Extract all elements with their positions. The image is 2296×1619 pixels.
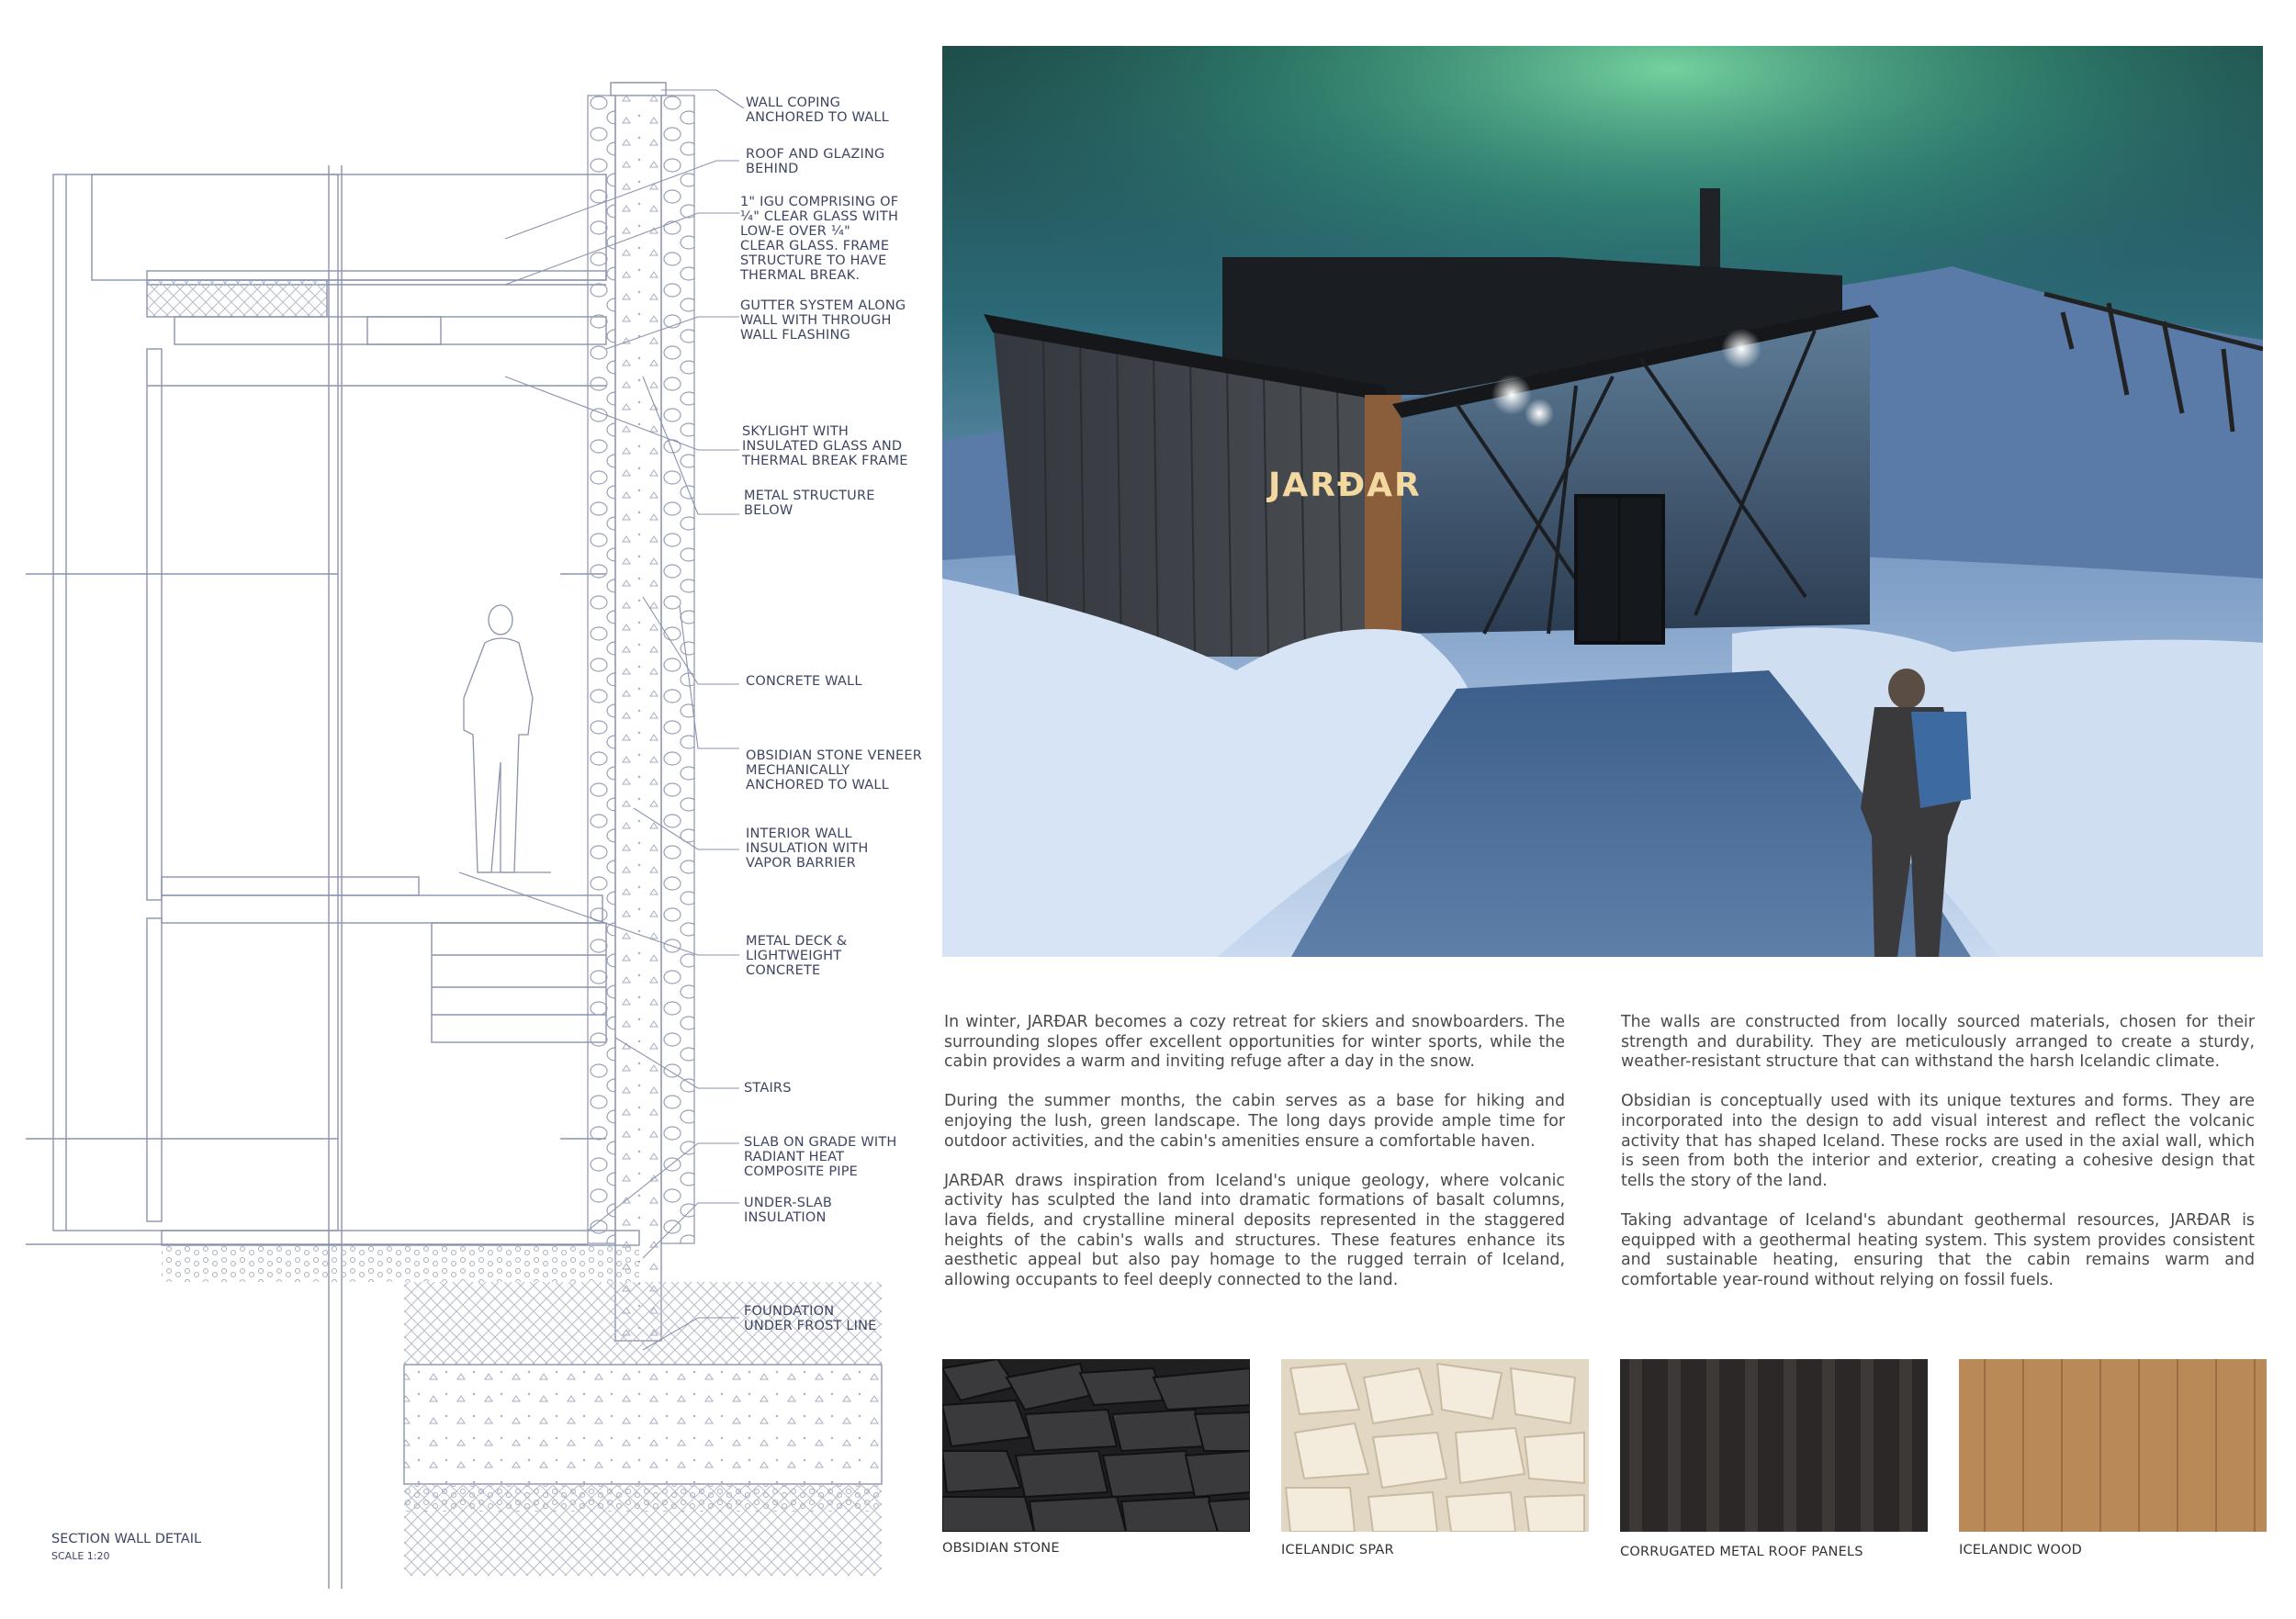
paragraph-geology: JARÐAR draws inspiration from Iceland's unique geology, where volcanic activity has sculpted the land into dramatic formations of basalt columns, lava fields, and crystalline mineral deposits represented in the staggered heights of the cabin's walls and structures. These features enhance its aesthetic appeal but also pay homage to the rugged terrain of Iceland, allowing occupants to feel deeply connected to the land. [944, 1171, 1565, 1289]
paragraph-obsidian: Obsidian is conceptually used with its unique textures and forms. They are incorporated into the design to add visual interest and reflect the volcanic activity that has shaped Iceland. These rocks are used in the axial wall, which is seen from both the interior and exterior, creating a cohesive design that tells the story of the land. [1621, 1092, 2255, 1190]
callout-foundation: FOUNDATION UNDER FROST LINE [744, 1304, 877, 1333]
callout-wall-coping: WALL COPING ANCHORED TO WALL [746, 96, 889, 125]
callout-concrete-wall: CONCRETE WALL [746, 674, 862, 689]
callout-metal-deck: METAL DECK & LIGHTWEIGHT CONCRETE [746, 934, 848, 978]
label-icelandic-wood: ICELANDIC WOOD [1959, 1543, 2083, 1557]
exterior-night-render [942, 46, 2263, 957]
cabin-sign: JARÐAR [1268, 467, 1422, 504]
callout-slab-on-grade: SLAB ON GRADE WITH RADIANT HEAT COMPOSITE PIPE [744, 1135, 897, 1179]
text-column-right [1621, 1013, 2255, 1310]
callout-obsidian-veneer: OBSIDIAN STONE VENEER MECHANICALLY ANCHORED TO WALL [746, 748, 923, 793]
swatch-icelandic-spar [1281, 1359, 1589, 1532]
label-corrugated-metal: CORRUGATED METAL ROOF PANELS [1620, 1545, 1863, 1559]
callout-metal-structure: METAL STRUCTURE BELOW [744, 489, 875, 518]
callout-roof-glazing: ROOF AND GLAZING BEHIND [746, 147, 885, 176]
callout-skylight: SKYLIGHT WITH INSULATED GLASS AND THERMAL BREAK FRAME [742, 424, 908, 468]
section-title: SECTION WALL DETAIL [51, 1532, 202, 1546]
paragraph-summer: During the summer months, the cabin serves as a base for hiking and enjoying the lush, green landscape. The long days provide ample time for outdoor activities, and the cabin's amenities ensure a comfortable haven. [944, 1092, 1565, 1151]
paragraph-walls: The walls are constructed from locally sourced materials, chosen for their strength and durability. They are meticulously arranged to create a sturdy, weather-resistant structure that can withstand the harsh Icelandic climate. [1621, 1013, 2255, 1072]
callout-igu: 1" IGU COMPRISING OF ¼" CLEAR GLASS WITH LOW-E OVER ¼" CLEAR GLASS. FRAME STRUCTURE TO HAVE THERMAL BREAK. [740, 195, 899, 283]
swatch-obsidian-stone [942, 1359, 1250, 1532]
callout-gutter: GUTTER SYSTEM ALONG WALL WITH THROUGH WALL FLASHING [740, 298, 906, 343]
callout-stairs: STAIRS [744, 1081, 792, 1096]
swatch-corrugated-metal [1620, 1359, 1928, 1532]
callout-interior-insulation: INTERIOR WALL INSULATION WITH VAPOR BARRIER [746, 826, 869, 871]
label-icelandic-spar: ICELANDIC SPAR [1281, 1543, 1394, 1557]
callout-under-slab: UNDER-SLAB INSULATION [744, 1196, 832, 1225]
label-obsidian-stone: OBSIDIAN STONE [942, 1541, 1060, 1556]
human-figure [464, 605, 551, 872]
paragraph-geothermal: Taking advantage of Iceland's abundant geothermal resources, JARÐAR is equipped with a geothermal heating system. This system provides consistent and sustainable heating, ensuring that the cabin remains warm and comfortable year-round without relying on fossil fuels. [1621, 1210, 2255, 1289]
paragraph-winter: In winter, JARÐAR becomes a cozy retreat for skiers and snowboarders. The surrounding slopes offer excellent opportunities for winter sports, while the cabin provides a warm and inviting refuge after a day in the snow. [944, 1013, 1565, 1072]
text-column-left [944, 1013, 1565, 1310]
section-scale: SCALE 1:20 [51, 1550, 110, 1562]
swatch-icelandic-wood [1959, 1359, 2267, 1532]
